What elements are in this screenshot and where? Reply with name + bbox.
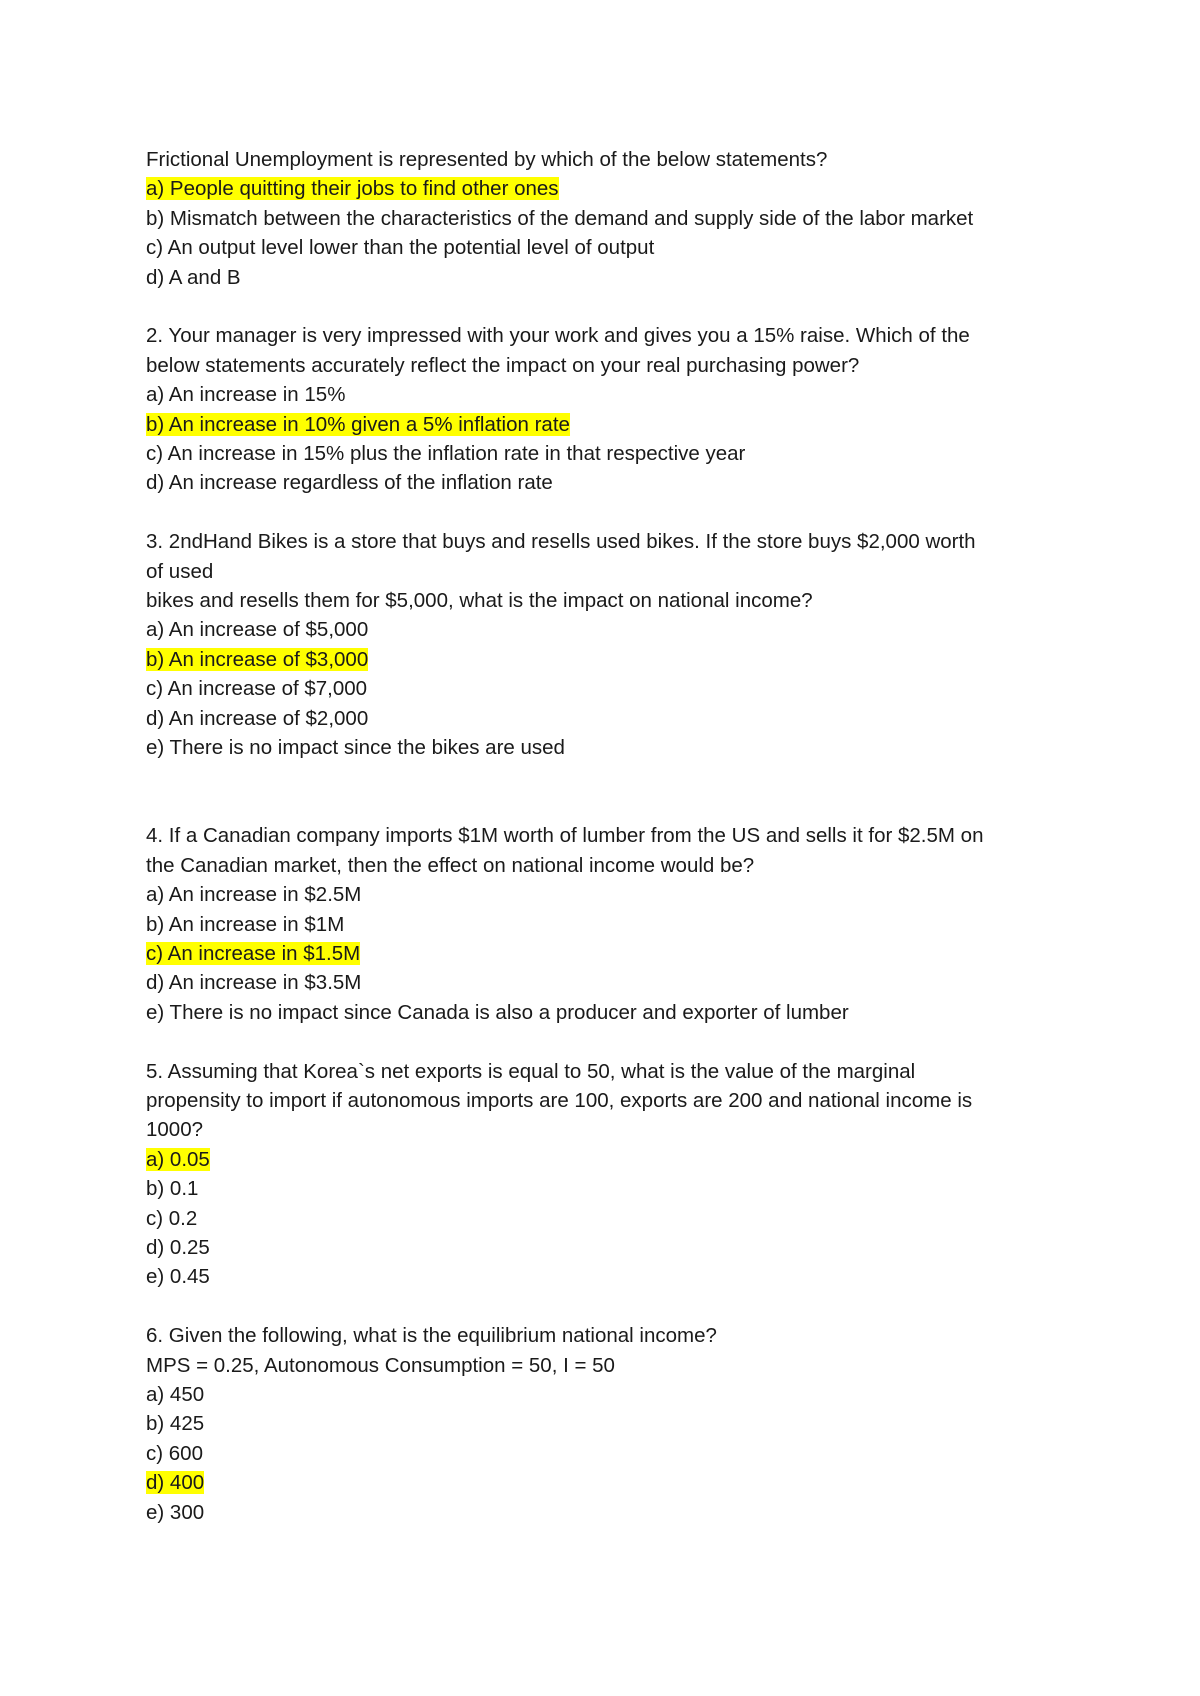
answer-option [146, 939, 1066, 968]
answer-option: c) An increase of $7,000 [146, 677, 368, 701]
question-stem: below statements accurately reflect the impact on your real purchasing power? [146, 353, 860, 377]
answer-option: e) 0.45 [146, 1265, 210, 1289]
answer-option: e) There is no impact since Canada is also a producer and exporter of lumber [146, 1000, 849, 1024]
question-stem: propensity to import if autonomous imports are 100, exports are 200 and national income is [146, 1088, 973, 1112]
answer-option: a) An increase in $2.5M [146, 883, 362, 907]
question-stem: 3. 2ndHand Bikes is a store that buys and resells used bikes. If the store buys $2,000 worth [146, 530, 976, 554]
answer-option: c) 0.2 [146, 1206, 198, 1230]
answer-option: d) An increase regardless of the inflation rate [146, 471, 553, 495]
answer-option: b) An increase in $1M [146, 912, 345, 936]
question-stem: MPS = 0.25, Autonomous Consumption = 50, I = 50 [146, 1353, 615, 1377]
highlighted-answer: a) People quitting their jobs to find other ones [146, 177, 559, 201]
highlighted-answer: a) 0.05 [146, 1147, 210, 1171]
spacer [146, 498, 1066, 527]
question-stem: the Canadian market, then the effect on national income would be? [146, 853, 755, 877]
question-5 [146, 1057, 1066, 1292]
spacer [146, 292, 1066, 321]
highlighted-answer: d) 400 [146, 1471, 205, 1495]
answer-option [146, 1145, 1066, 1174]
answer-option: b) Mismatch between the characteristics of the demand and supply side of the labor market [146, 206, 974, 230]
answer-option: a) An increase of $5,000 [146, 618, 369, 642]
answer-option: d) An increase of $2,000 [146, 706, 369, 730]
answer-option: a) An increase in 15% [146, 383, 346, 407]
answer-option: b) 0.1 [146, 1177, 199, 1201]
answer-option: c) 600 [146, 1441, 203, 1465]
answer-option [146, 174, 1066, 203]
document-body [146, 145, 1066, 1527]
answer-option: d) An increase in $3.5M [146, 971, 362, 995]
answer-option: c) An output level lower than the potential level of output [146, 236, 655, 260]
question-1 [146, 145, 1066, 292]
answer-option: b) 425 [146, 1412, 205, 1436]
highlighted-answer: b) An increase in 10% given a 5% inflation rate [146, 412, 570, 436]
question-6 [146, 1321, 1066, 1527]
answer-option [146, 410, 1066, 439]
spacer [146, 1027, 1066, 1056]
spacer [146, 1292, 1066, 1321]
answer-option: a) 450 [146, 1382, 205, 1406]
answer-option: d) A and B [146, 265, 241, 289]
spacer [146, 763, 1066, 822]
question-stem: 1000? [146, 1118, 204, 1142]
question-4 [146, 821, 1066, 1027]
question-stem: of used [146, 559, 214, 583]
question-stem: Frictional Unemployment is represented by which of the below statements? [146, 148, 828, 171]
question-3 [146, 527, 1066, 762]
answer-option: e) 300 [146, 1500, 205, 1524]
question-stem: 4. If a Canadian company imports $1M worth of lumber from the US and sells it for $2.5M on [146, 824, 984, 848]
answer-option: c) An increase in 15% plus the inflation rate in that respective year [146, 442, 746, 466]
question-stem: 5. Assuming that Korea`s net exports is equal to 50, what is the value of the marginal [146, 1059, 916, 1083]
answer-option: e) There is no impact since the bikes are used [146, 736, 565, 760]
question-stem: bikes and resells them for $5,000, what is the impact on national income? [146, 589, 813, 613]
answer-option [146, 645, 1066, 674]
answer-option [146, 1468, 1066, 1497]
answer-option: d) 0.25 [146, 1235, 210, 1259]
highlighted-answer: b) An increase of $3,000 [146, 647, 369, 671]
question-2 [146, 321, 1066, 497]
question-stem: 2. Your manager is very impressed with your work and gives you a 15% raise. Which of the [146, 324, 970, 348]
question-stem: 6. Given the following, what is the equilibrium national income? [146, 1324, 717, 1348]
highlighted-answer: c) An increase in $1.5M [146, 941, 361, 965]
